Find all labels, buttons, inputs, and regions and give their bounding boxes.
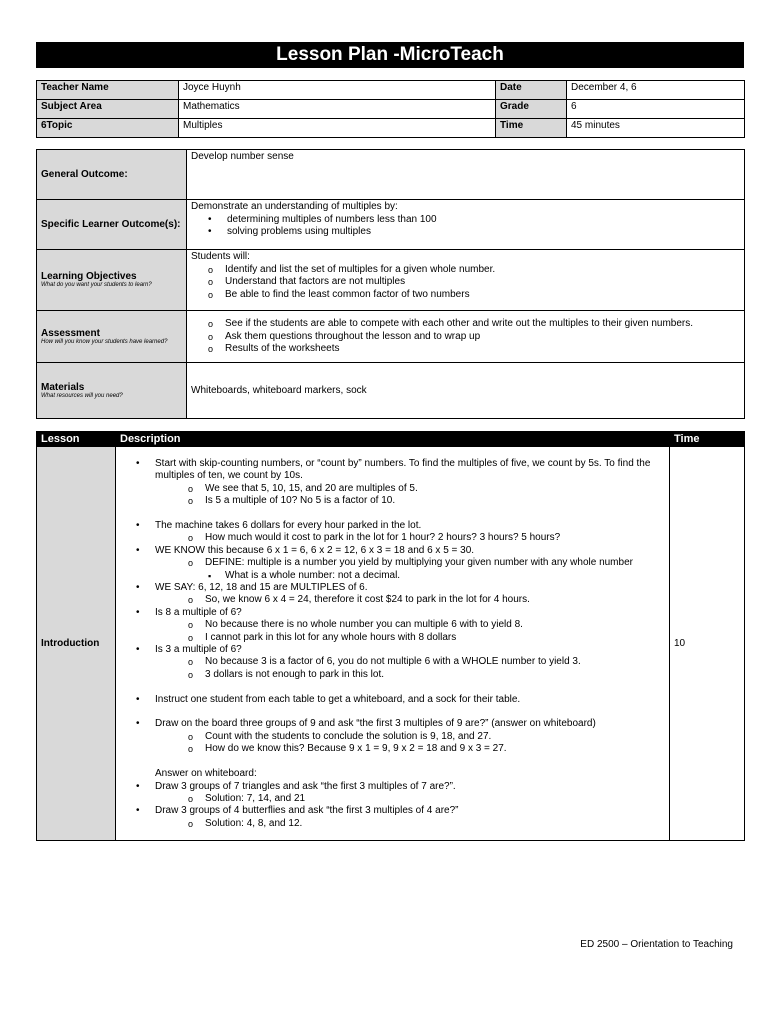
item-text: Is 3 a multiple of 6?: [155, 644, 242, 656]
learning-objectives-value: [187, 250, 745, 311]
list-item: [130, 607, 657, 644]
assessment-label: [37, 311, 187, 363]
sub-list: [155, 483, 657, 508]
assessment-subtitle: How will you know your students have learned?: [41, 338, 168, 345]
list-item: o Results of the worksheets: [191, 343, 740, 356]
list-item: o Solution: 7, 14, and 21: [155, 793, 657, 805]
list-item: • determining multiples of numbers less than 100: [191, 214, 740, 227]
description-list: [130, 781, 657, 831]
list-item: o Ask them questions throughout the lesson and to wrap up: [191, 331, 740, 344]
list-item: o No because 3 is a factor of 6, you do not multiple 6 with a WHOLE number to yield 3.: [155, 656, 657, 668]
item-text: DEFINE: multiple is a number you yield by multiplying your given number with any whole number: [205, 557, 633, 569]
assessment-title: Assessment: [41, 327, 100, 339]
spacer: [130, 681, 657, 693]
sub-list: [155, 532, 657, 544]
list-item: [130, 718, 657, 755]
specific-outcome-intro: Demonstrate an understanding of multiples by:: [191, 201, 398, 212]
list-item: [130, 582, 657, 607]
description-list: [130, 520, 657, 681]
time-column-header: Time: [670, 432, 745, 447]
lesson-info-table: [36, 80, 745, 138]
list-item: o We see that 5, 10, 15, and 20 are multiples of 5.: [155, 483, 657, 495]
lesson-stage: Introduction: [37, 447, 116, 841]
description-column-header: Description: [116, 432, 670, 447]
list-item: [130, 805, 657, 830]
list-item: [155, 557, 657, 569]
subject-area-label: Subject Area: [37, 100, 179, 119]
answer-label: Answer on whiteboard:: [155, 768, 257, 780]
time-label: Time: [496, 119, 567, 138]
grade-label: Grade: [496, 100, 567, 119]
list-item: • solving problems using multiples: [191, 226, 740, 239]
list-item: o So, we know 6 x 4 = 24, therefore it cost $24 to park in the lot for 4 hours.: [155, 594, 657, 606]
general-outcome-label: [37, 150, 187, 200]
item-text: Is 8 a multiple of 6?: [155, 606, 242, 618]
list-item: o 3 dollars is not enough to park in this lot.: [155, 669, 657, 681]
list-item: [130, 781, 657, 806]
teacher-name-value: Joyce Huynh: [179, 81, 496, 100]
specific-outcome-label-text: Specific Learner Outcome(s):: [41, 219, 181, 230]
specific-outcome-label: [37, 200, 187, 250]
item-text: WE KNOW this because 6 x 1 = 6, 6 x 2 = 12, 6 x 3 = 18 and 6 x 5 = 30.: [155, 544, 475, 556]
learning-objectives-subtitle: What do you want your students to learn?: [41, 282, 152, 288]
specific-outcome-list: [191, 214, 740, 239]
list-item: o I cannot park in this lot for any whole hours with 8 dollars: [155, 632, 657, 644]
sub-list: [155, 557, 657, 569]
grade-value: 6: [567, 100, 745, 119]
list-item: o See if the students are able to compete with each other and write out the multiples to their given numbers.: [191, 318, 740, 331]
list-item: o Is 5 a multiple of 10? No 5 is a factor of 10.: [155, 495, 657, 507]
subject-area-value: Mathematics: [179, 100, 496, 119]
item-text: The machine takes 6 dollars for every hour parked in the lot.: [155, 520, 422, 532]
learning-objectives-label: [37, 250, 187, 311]
specific-outcome-value: [187, 200, 745, 250]
list-item: o Understand that factors are not multiples: [191, 276, 740, 289]
list-item: o How much would it cost to park in the lot for 1 hour? 2 hours? 3 hours? 5 hours?: [155, 532, 657, 544]
item-text: Draw 3 groups of 7 triangles and ask “the first 3 multiples of 7 are?”.: [155, 780, 456, 792]
spacer: [130, 508, 657, 520]
learning-objectives-list: [191, 264, 740, 302]
page-title: Lesson Plan -MicroTeach: [36, 42, 744, 68]
outcomes-table: [36, 149, 745, 419]
time-value: 45 minutes: [567, 119, 745, 138]
materials-title: Materials: [41, 381, 85, 393]
sub-list: [155, 656, 657, 681]
list-item: o Be able to find the least common factor of two numbers: [191, 289, 740, 302]
spacer: [130, 756, 657, 768]
list-item: o Count with the students to conclude the solution is 9, 18, and 27.: [155, 731, 657, 743]
date-value: December 4, 6: [567, 81, 745, 100]
lesson-description: [116, 447, 670, 841]
list-item: ▪ What is a whole number: not a decimal.: [155, 570, 657, 582]
description-list: [130, 718, 657, 755]
assessment-list: [191, 318, 740, 356]
topic-value: Multiples: [179, 119, 496, 138]
item-text: WE SAY: 6, 12, 18 and 15 are MULTIPLES of 6.: [155, 582, 368, 594]
materials-label: [37, 363, 187, 419]
sub-list: [155, 594, 657, 606]
list-item: o Identify and list the set of multiples for a given whole number.: [191, 264, 740, 277]
item-text: Start with skip-counting numbers, or “count by” numbers. To find the multiples of five, we count by 5s. To find the multiples of ten, we count by 10s.: [155, 458, 651, 482]
topic-label: 6Topic: [37, 119, 179, 138]
lesson-column-header: Lesson: [37, 432, 116, 447]
item-text: Draw on the board three groups of 9 and ask “the first 3 multiples of 9 are?” (answer on whiteboard): [155, 718, 596, 730]
list-item: o How do we know this? Because 9 x 1 = 9, 9 x 2 = 18 and 9 x 3 = 27.: [155, 743, 657, 755]
list-item: • Instruct one student from each table to get a whiteboard, and a sock for their table.: [130, 694, 657, 706]
page-footer: ED 2500 – Orientation to Teaching: [580, 939, 733, 950]
sub-list: [155, 818, 657, 830]
list-item: o No because there is no whole number you can multiple 6 with to yield 8.: [155, 619, 657, 631]
item-text: Draw 3 groups of 4 butterflies and ask “the first 3 multiples of 4 are?”: [155, 805, 459, 817]
description-list: [130, 694, 657, 706]
lesson-table: [36, 431, 745, 841]
sub-list: [155, 731, 657, 756]
general-outcome-value: Develop number sense: [187, 150, 745, 200]
list-item: [130, 545, 657, 582]
teacher-name-label: Teacher Name: [37, 81, 179, 100]
lesson-time: 10: [670, 447, 745, 841]
list-item: [130, 520, 657, 545]
materials-subtitle: What resources will you need?: [41, 392, 123, 399]
learning-objectives-intro: Students will:: [191, 251, 250, 262]
sub-list: [155, 793, 657, 805]
date-label: Date: [496, 81, 567, 100]
list-item: o Solution: 4, 8, and 12.: [155, 818, 657, 830]
spacer: [130, 706, 657, 718]
sub-list: [155, 619, 657, 644]
list-item: [130, 458, 657, 508]
assessment-value: [187, 311, 745, 363]
learning-objectives-title: Learning Objectives: [41, 271, 137, 282]
description-list: [130, 458, 657, 508]
general-outcome-label-text: General Outcome:: [41, 169, 128, 180]
sub-sub-list: [155, 570, 657, 582]
list-item: [130, 644, 657, 681]
materials-value: Whiteboards, whiteboard markers, sock: [187, 363, 745, 419]
